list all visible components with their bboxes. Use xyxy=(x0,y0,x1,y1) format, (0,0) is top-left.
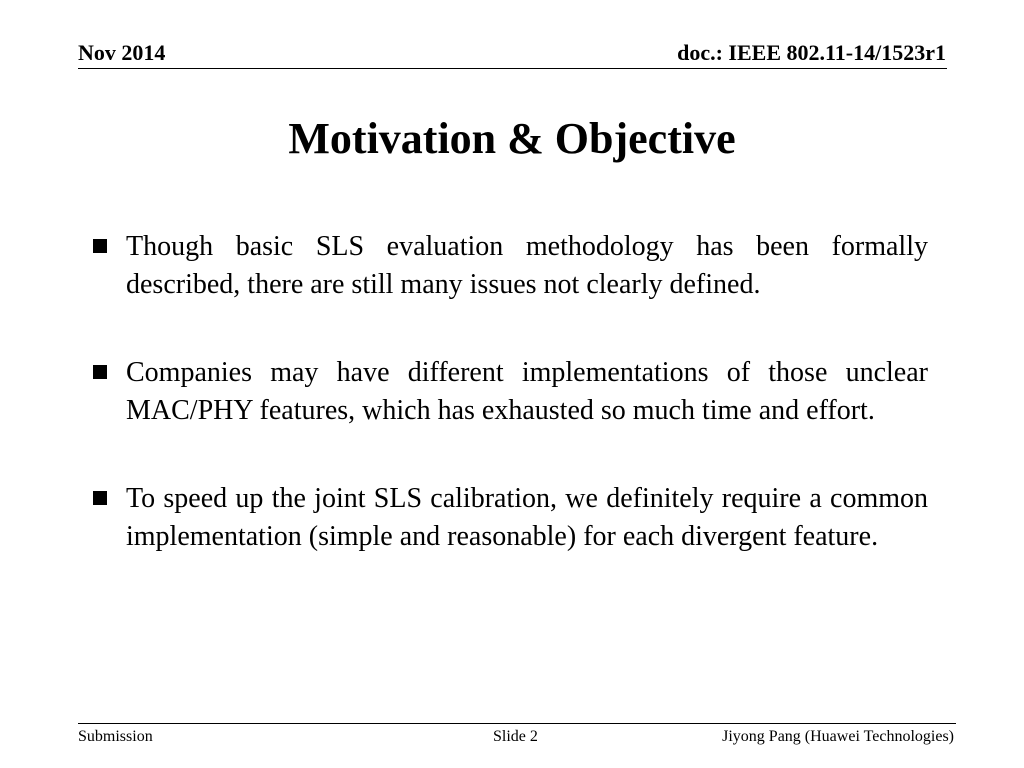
footer-author: Jiyong Pang (Huawei Technologies) xyxy=(722,728,954,745)
bullet-text: To speed up the joint SLS calibration, we definitely require a common implementation (simple and reasonable) for each divergent feature. xyxy=(126,483,928,552)
footer-divider xyxy=(78,723,956,724)
header-date: Nov 2014 xyxy=(78,40,166,65)
bullet-item xyxy=(90,480,928,555)
bullet-text: Companies may have different implementations of those unclear MAC/PHY features, which has exhausted so much time and effort. xyxy=(126,357,928,426)
bullet-text: Though basic SLS evaluation methodology has been formally described, there are still many issues not clearly defined. xyxy=(126,231,928,300)
footer-submission: Submission xyxy=(78,728,153,745)
bullet-item xyxy=(90,228,928,303)
bullet-list xyxy=(90,228,928,606)
bullet-item xyxy=(90,354,928,429)
footer-slide-number: Slide 2 xyxy=(493,728,538,745)
slide-title: Motivation & Objective xyxy=(288,114,736,163)
header-divider xyxy=(78,68,947,69)
header-doc-id: doc.: IEEE 802.11-14/1523r1 xyxy=(677,40,946,65)
square-bullet-icon xyxy=(93,491,107,505)
square-bullet-icon xyxy=(93,365,107,379)
square-bullet-icon xyxy=(93,239,107,253)
